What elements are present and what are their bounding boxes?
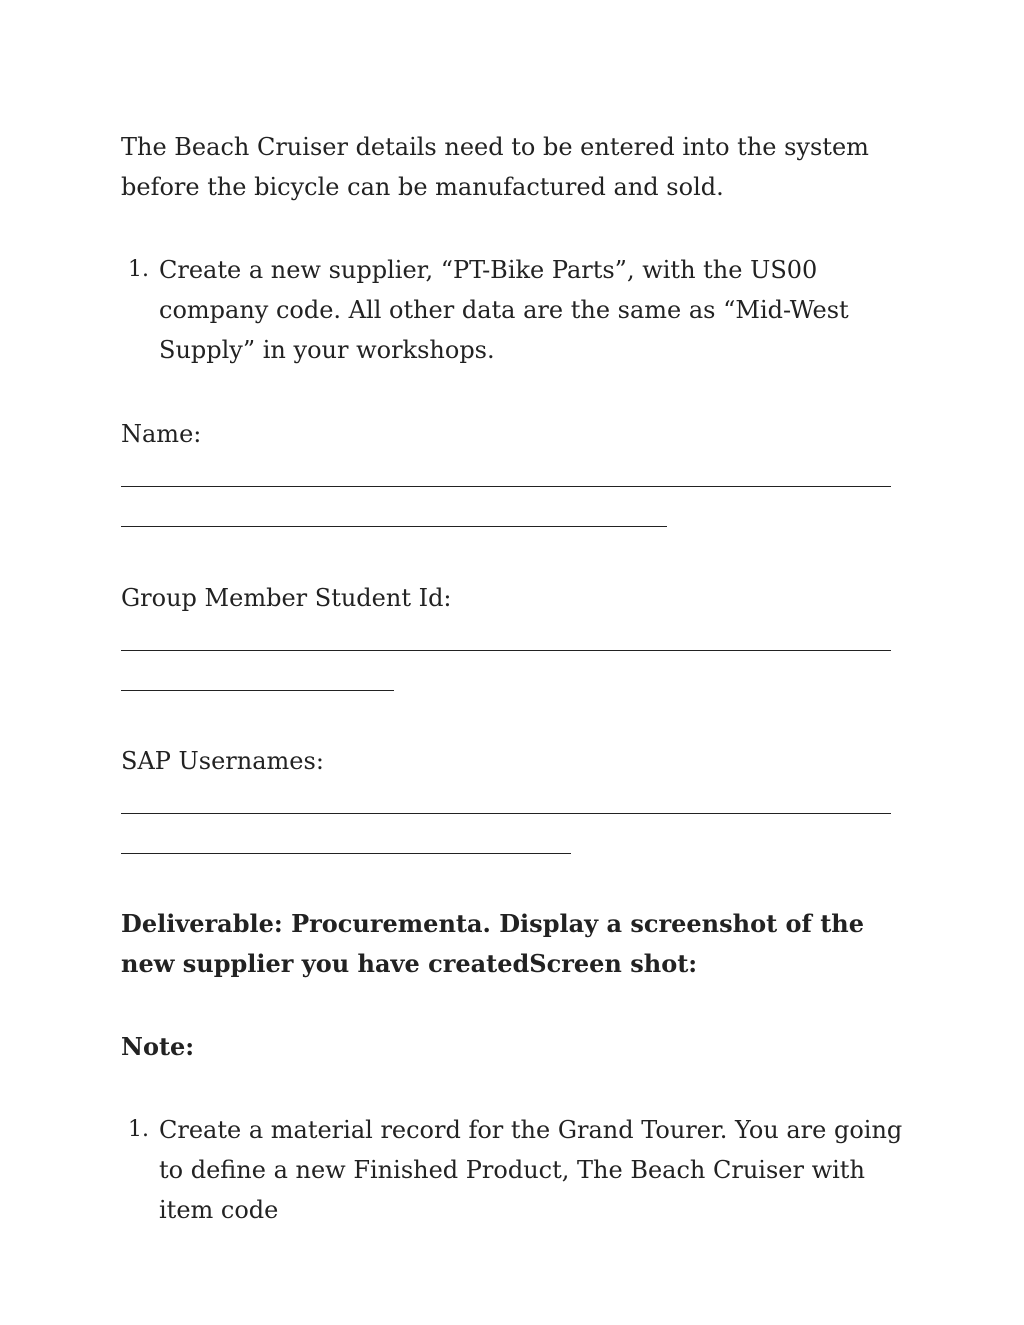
group-member-label: Group Member Student Id: (121, 584, 452, 612)
supplier-instruction-list (121, 250, 911, 370)
intro-paragraph: The Beach Cruiser details need to be entered into the system before the bicycle can be manufactured and sold. (121, 133, 869, 201)
material-instruction-list (121, 1110, 911, 1230)
list-item-number: 1. (128, 1117, 149, 1142)
list-item (121, 250, 911, 370)
list-item (121, 1110, 911, 1230)
name-label: Name: (121, 420, 202, 448)
group-member-blank-line[interactable] (121, 618, 891, 658)
list-item-number: 1. (128, 257, 149, 282)
sap-usernames-blank-line-continued[interactable] (121, 821, 571, 861)
sap-usernames-label: SAP Usernames: (121, 747, 324, 775)
deliverable-heading: Deliverable: Procurementa. Display a screenshot of the new supplier you have createdScreen shot: (121, 909, 865, 978)
name-blank-line-continued[interactable] (121, 494, 667, 534)
sap-usernames-blank-line[interactable] (121, 781, 891, 821)
group-member-field (121, 578, 911, 698)
group-member-blank-line-continued[interactable] (121, 658, 394, 698)
list-item-text: Create a new supplier, “PT-Bike Parts”, with the US00 company code. All other data are the same as “Mid-West Supply” in your workshops. (159, 256, 849, 364)
list-item-text: Create a material record for the Grand Tourer. You are going to define a new Finished Product, The Beach Cruiser with item code (159, 1116, 903, 1224)
name-field (121, 414, 911, 534)
name-blank-line[interactable] (121, 454, 891, 494)
note-heading: Note: (121, 1032, 195, 1061)
sap-usernames-field (121, 741, 911, 861)
